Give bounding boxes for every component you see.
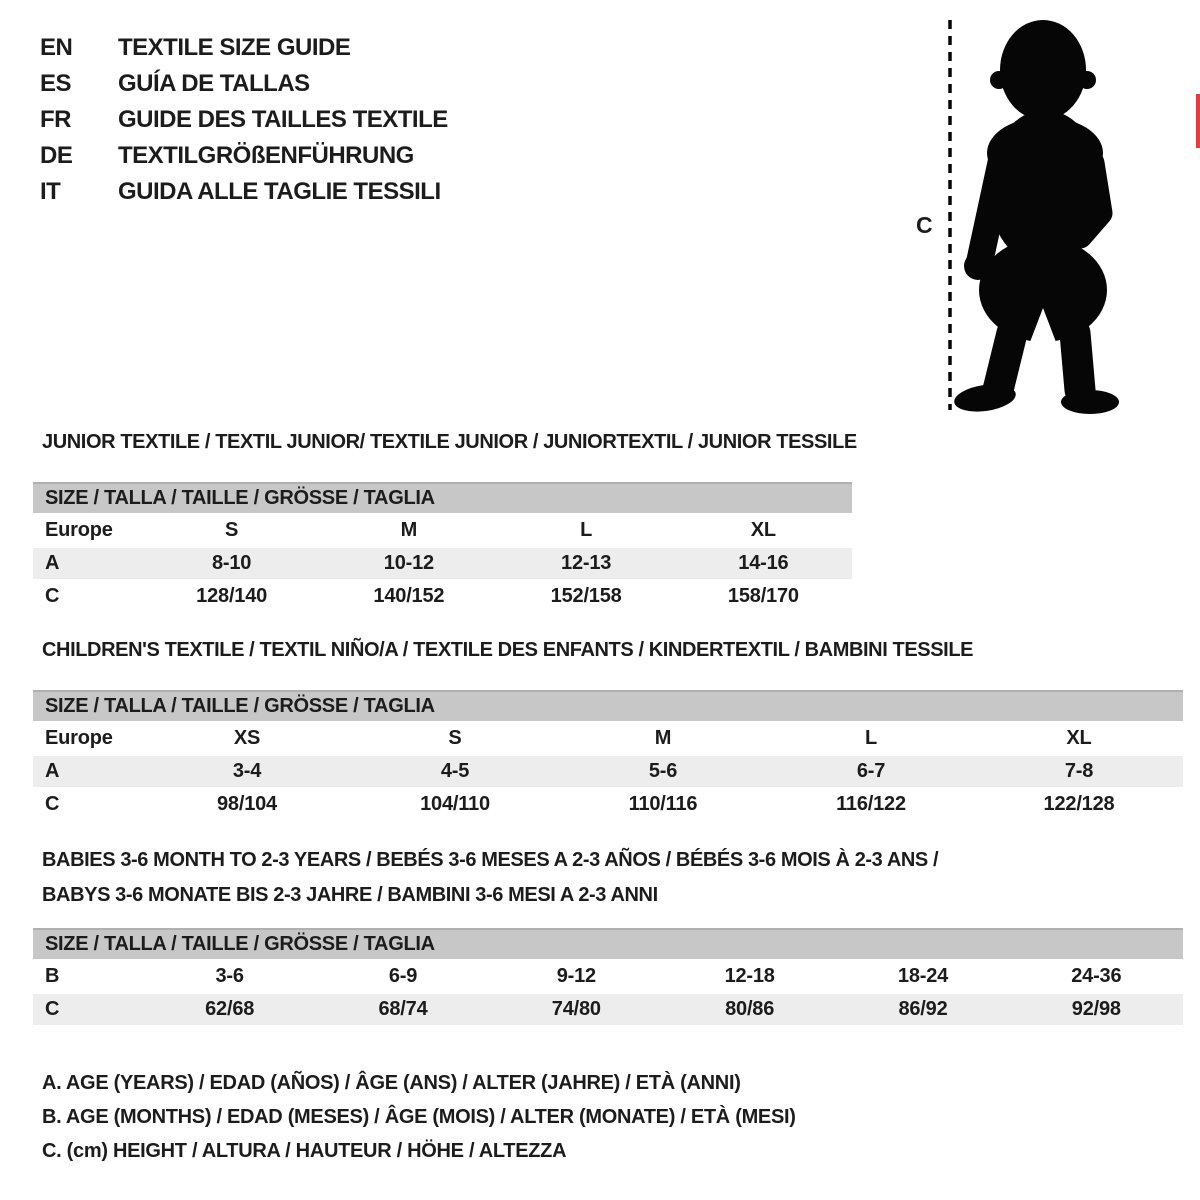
table-cell: 158/170 [727, 585, 799, 607]
table-cell: 8-10 [212, 552, 252, 574]
children-size-table [33, 690, 1183, 822]
children-table-rows [33, 723, 1183, 820]
table-row [33, 789, 1183, 820]
row-label: A [45, 760, 60, 782]
row-label: Europe [45, 519, 113, 541]
babies-title-line1: BABIES 3-6 MONTH TO 2-3 YEARS / BEBÉS 3-6 MESES A 2-3 AÑOS / BÉBÉS 3-6 MOIS À 2-3 ANS / [42, 849, 939, 871]
children-section-title: CHILDREN'S TEXTILE / TEXTIL NIÑO/A / TEXTILE DES ENFANTS / KINDERTEXTIL / BAMBINI TESSILE [42, 639, 974, 661]
language-code: FR [40, 106, 71, 133]
table-cell: S [225, 519, 239, 541]
table-row [33, 961, 1183, 992]
table-cell: 3-6 [215, 965, 244, 987]
language-row [40, 30, 448, 66]
table-cell: 128/140 [196, 585, 268, 607]
table-cell: 92/98 [1071, 998, 1121, 1020]
footnotes [42, 1066, 796, 1168]
table-cell: 68/74 [378, 998, 428, 1020]
row-label: C [45, 793, 60, 815]
babies-size-table [33, 928, 1183, 1027]
table-cell: XS [233, 727, 261, 749]
babies-table-rows [33, 961, 1183, 1025]
row-label: C [45, 998, 60, 1020]
language-title: TEXTILE SIZE GUIDE [118, 34, 351, 61]
table-cell: L [864, 727, 878, 749]
row-label: C [45, 585, 60, 607]
table-cell: 3-4 [232, 760, 262, 782]
size-figure [900, 8, 1160, 420]
table-cell: XL [1066, 727, 1092, 749]
row-label: B [45, 965, 60, 987]
table-row [33, 515, 852, 546]
language-title-list [40, 30, 448, 210]
table-cell: 122/128 [1043, 793, 1115, 815]
footnote-c: C. (cm) HEIGHT / ALTURA / HAUTEUR / HÖHE / ALTEZZA [42, 1140, 567, 1162]
junior-section-title: JUNIOR TEXTILE / TEXTIL JUNIOR/ TEXTILE JUNIOR / JUNIORTEXTIL / JUNIOR TESSILE [42, 431, 857, 453]
table-cell: 62/68 [205, 998, 255, 1020]
table-row [33, 756, 1183, 787]
table-cell: S [448, 727, 462, 749]
language-code: IT [40, 178, 61, 205]
language-row [40, 138, 448, 174]
table-cell: 9-12 [556, 965, 596, 987]
babies-title-line2: BABYS 3-6 MONATE BIS 2-3 JAHRE / BAMBINI 3-6 MESI A 2-3 ANNI [42, 884, 658, 906]
table-cell: 104/110 [420, 793, 490, 815]
red-edge-mark [1196, 94, 1200, 148]
row-label: Europe [45, 727, 113, 749]
table-cell: 140/152 [373, 585, 445, 607]
table-row [33, 581, 852, 612]
size-header-bar: SIZE / TALLA / TAILLE / GRÖSSE / TAGLIA [33, 690, 1183, 721]
table-cell: 80/86 [725, 998, 775, 1020]
table-cell: 7-8 [1064, 760, 1094, 782]
toddler-silhouette-icon [900, 8, 1160, 420]
table-cell: 6-9 [388, 965, 418, 987]
junior-table-rows [33, 515, 852, 612]
language-code: ES [40, 70, 72, 97]
table-cell: M [400, 519, 418, 541]
table-row [33, 548, 852, 579]
footnote-b: B. AGE (MONTHS) / EDAD (MESES) / ÂGE (MOIS) / ALTER (MONATE) / ETÀ (MESI) [42, 1106, 796, 1128]
table-cell: XL [750, 519, 776, 541]
table-cell: L [580, 519, 593, 541]
table-cell: 14-16 [738, 552, 789, 574]
language-code: DE [40, 142, 73, 169]
table-cell: 116/122 [836, 793, 906, 815]
table-cell: 152/158 [550, 585, 622, 607]
table-cell: 10-12 [383, 552, 434, 574]
size-header-bar: SIZE / TALLA / TAILLE / GRÖSSE / TAGLIA [33, 482, 852, 513]
language-row [40, 66, 448, 102]
language-code: EN [40, 34, 73, 61]
measure-label-c: C [916, 212, 933, 238]
language-title: GUÍA DE TALLAS [118, 70, 310, 97]
table-cell: 5-6 [648, 760, 678, 782]
table-row [33, 994, 1183, 1025]
table-cell: M [654, 727, 672, 749]
size-header-bar: SIZE / TALLA / TAILLE / GRÖSSE / TAGLIA [33, 928, 1183, 959]
table-cell: 18-24 [897, 965, 949, 987]
table-cell: 74/80 [551, 998, 601, 1020]
language-title: GUIDA ALLE TAGLIE TESSILI [118, 178, 441, 205]
table-cell: 110/116 [628, 793, 698, 815]
table-cell: 6-7 [856, 760, 886, 782]
language-title: TEXTILGRÖßENFÜHRUNG [118, 142, 414, 169]
babies-section-title [42, 843, 962, 913]
table-cell: 4-5 [440, 760, 470, 782]
row-label: A [45, 552, 60, 574]
table-cell: 98/104 [217, 793, 277, 815]
language-row [40, 174, 448, 210]
junior-size-table [33, 482, 852, 614]
table-cell: 24-36 [1071, 965, 1122, 987]
table-cell: 12-13 [561, 552, 612, 574]
table-row [33, 723, 1183, 754]
table-cell: 86/92 [898, 998, 948, 1020]
toddler-silhouette [952, 20, 1119, 415]
language-title: GUIDE DES TAILLES TEXTILE [118, 106, 448, 133]
table-cell: 12-18 [724, 965, 775, 987]
language-row [40, 102, 448, 138]
footnote-a: A. AGE (YEARS) / EDAD (AÑOS) / ÂGE (ANS) / ALTER (JAHRE) / ETÀ (ANNI) [42, 1072, 741, 1094]
